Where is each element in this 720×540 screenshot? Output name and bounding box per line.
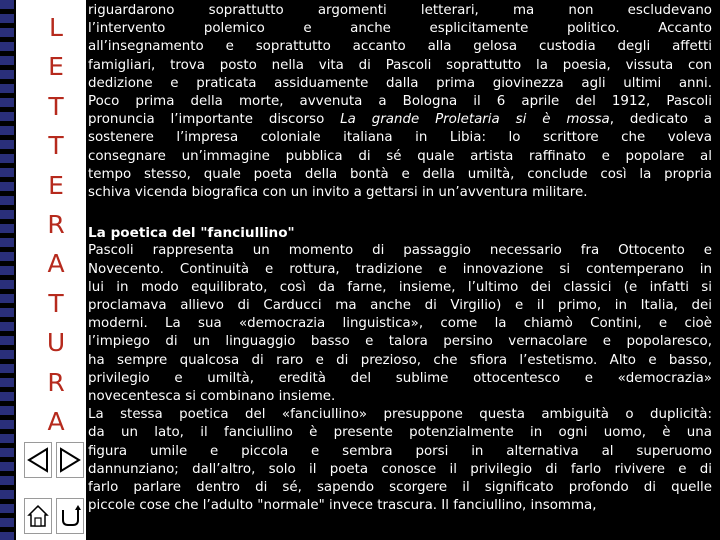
text-line: sostenere l’impresa coloniale italiana in Libia: lo scrittore che voleva [88,130,712,146]
return-icon [59,504,81,528]
title-letter: E [48,52,64,82]
section-heading: La poetica del "fanciullino" [88,225,295,242]
text-line: l’intervento polemico e anche esplicitamente politico. Accanto [88,21,712,37]
arrow-right-icon [59,447,81,473]
title-letter: U [46,328,66,358]
nav-home-return [24,498,84,534]
text-line: da un lato, il fanciullino è presente potenzialmente in ogni uomo, è una [88,425,712,441]
home-icon [27,504,49,528]
text-line: farlo parlare dentro di sé, sapendo scorgere il significato profondo di quelle [88,480,712,496]
title-letter: A [47,406,65,436]
text-line: figura umile e piccola e sembra porsi in alternativa al superuomo [88,443,712,459]
text-line: novecentesca si combinano insieme. [88,389,336,405]
text-line: all’insegnamento e soprattutto accanto alla gelosa custodia degli affetti [88,39,712,55]
nav-arrows [24,442,84,478]
prev-button[interactable] [24,442,52,478]
title-letter: T [48,131,64,161]
text-line: moderni. La sua «democrazia linguistica», come la chiamò Contini, e cioè [88,316,712,332]
main-text [88,2,712,515]
text-line: La stessa poetica del «fanciullino» presuppone questa ambiguità o duplicità: [88,407,712,423]
title-letter: R [47,367,65,397]
text-line: Novecento. Continuità e rottura, tradizione e innovazione si contemperano in [88,261,712,277]
vertical-title [36,8,76,441]
text-line: riguardarono soprattutto argomenti letterari, ma non escludevano [88,3,712,18]
title-letter: T [48,288,64,318]
next-button[interactable] [56,442,84,478]
text-line: l’impiego di un linguaggio basso e talora persino vernacolare e popolaresco, [88,334,712,350]
title-letter: T [48,91,64,121]
text-line: proclamava allievo di Carducci ma anche di Virgilio) e il primo, in Italia, dei [88,298,712,314]
home-button[interactable] [24,498,52,534]
paragraph-fanciullino [88,406,712,515]
text-line: schiva vicenda biografica con un invito a gettarsi in un’avventura militare. [88,185,588,201]
text-line: consegnare un’immagine pubblica di sé quale artista raffinato e popolare al [88,148,712,164]
speech-title: La grande Proletaria si è mossa [340,112,610,128]
text-line: piccole cose che l’adulto "normale" invece trascura. Il fanciullino, insomma, [88,498,597,514]
text-line: lui in modo equilibrato, così da farne, insieme, l’ultimo dei classici (e infatti si [88,279,712,295]
text-line: dannunziano; dall’altro, solo il poeta conosce il privilegio di farlo rivivere e di [88,461,712,477]
title-letter: A [47,249,65,279]
text-line: privilegio e umiltà, eredità del sublime ottocentesco e «democrazia» [88,370,712,386]
text-line: dedizione e praticata assiduamente dalla prima giovinezza agli ultimi anni. [88,75,712,91]
text-line: Poco prima della morte, avvenuta a Bologna il 6 aprile del 1912, Pascoli [88,94,712,110]
text-line: Pascoli rappresenta un momento di passaggio necessario fra Ottocento e [88,243,712,259]
paragraph-poetics [88,242,712,406]
decorative-stripe [0,0,14,540]
arrow-left-icon [27,447,49,473]
paragraph-biography [88,2,712,202]
text-line: tempo stesso, quale poeta della bontà e della umiltà, conclude così la propria [88,166,712,182]
title-letter: R [47,209,65,239]
title-letter: E [48,170,64,200]
text-line: ha sempre qualcosa di raro e di prezioso, che sfiora l’estetismo. Alto e basso, [88,352,712,368]
title-letter: L [49,13,63,42]
return-button[interactable] [56,498,84,534]
text-line: famigliari, trova posto nella vita di Pascoli soprattutto la poesia, vissuta con [88,57,712,73]
text-line: pronuncia l’importante discorso La grande Proletaria si è mossa, dedicato a [88,112,712,128]
